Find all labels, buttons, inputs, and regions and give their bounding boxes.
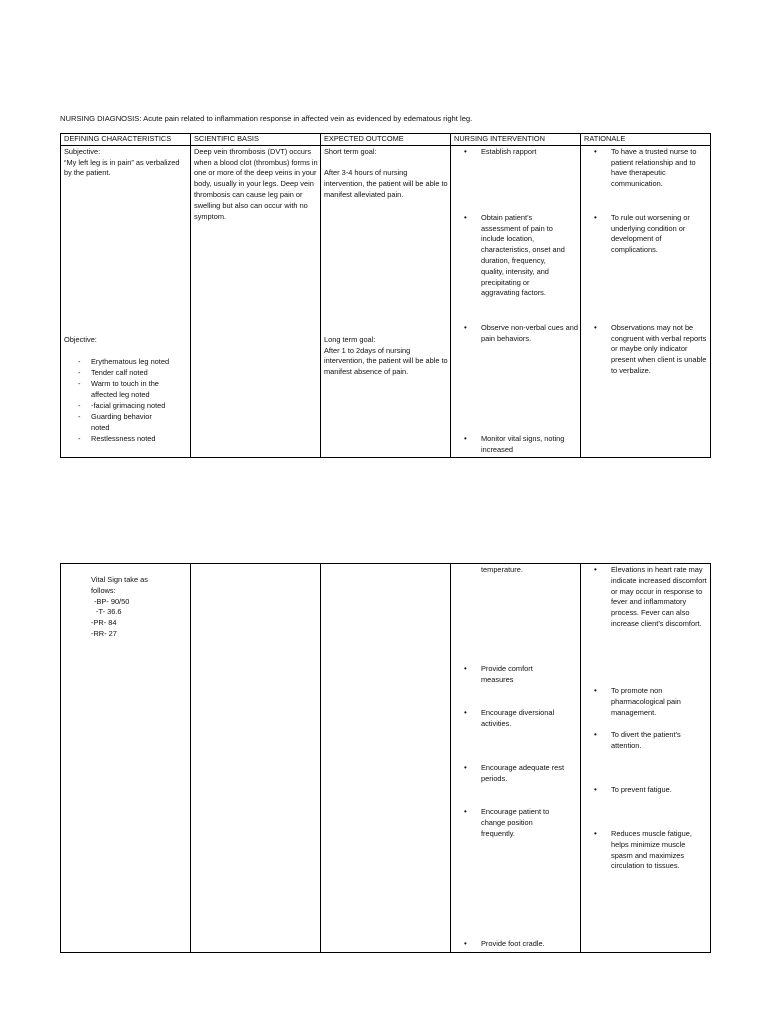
list-item: • Reduces muscle fatigue, helps minimize muscle spasm and maximizes circulation to tissues. (581, 829, 708, 872)
scientific-basis-cell (191, 145, 321, 457)
header-expected-outcome: EXPECTED OUTCOME (321, 134, 451, 146)
list-item: • Encourage adequate rest periods. (451, 763, 578, 785)
list-item: • Observe non-verbal cues and pain behaviors. (451, 323, 578, 345)
expected-outcome-cell (321, 145, 451, 457)
rationale-cell (581, 564, 711, 953)
list-item: - Warm to touch in the affected leg noted (61, 379, 186, 401)
list-item: • To prevent fatigue. (581, 785, 708, 796)
intervention-continued: temperature. (481, 565, 523, 574)
care-plan-table-page-2 (60, 563, 711, 953)
list-item: • Elevations in heart rate may indicate increased discomfort or may occur in response to fever and inflammatory process. Fever can also increase client’s discomfort. (581, 565, 708, 630)
header-scientific-basis: SCIENTIFIC BASIS (191, 134, 321, 146)
header-rationale: RATIONALE (581, 134, 711, 146)
subjective-text: “My left leg is in pain” as verbalized by the patient. (64, 157, 180, 178)
care-plan-table-page-1 (60, 133, 711, 458)
vital-respiratory-rate: -RR- 27 (91, 628, 117, 638)
list-item: • Monitor vital signs, noting increased (451, 434, 578, 456)
list-item: • To divert the patient’s attention. (581, 730, 708, 752)
list-item: - Restlessness noted (61, 434, 186, 445)
list-item: • Encourage diversional activities. (451, 708, 578, 730)
vital-temperature: -T- 36.6 (96, 607, 122, 617)
list-item: • Encourage patient to change position frequently. (451, 807, 578, 839)
table-row (61, 564, 711, 953)
header-defining-characteristics: DEFINING CHARACTERISTICS (61, 134, 191, 146)
vital-signs-title: Vital Sign take as follows: (91, 575, 148, 595)
list-item: • Observations may not be congruent with verbal reports or maybe only indicator present when client is unable to verbalize. (581, 323, 708, 377)
long-term-goal-title: Long term goal: (324, 334, 376, 344)
list-item: • Obtain patient’s assessment of pain to include location, characteristics, onset and duration, frequency, quality, intensity, and precipitating or aggravating factors. (451, 213, 578, 299)
list-item: • To have a trusted nurse to patient relationship and to have therapeutic communication. (581, 147, 708, 190)
expected-outcome-cell (321, 564, 451, 953)
nursing-intervention-cell (451, 564, 581, 953)
rationale-cell (581, 145, 711, 457)
list-item: - Erythematous leg noted (61, 357, 186, 368)
objective-title: Objective: (64, 334, 97, 344)
vital-signs-cell (61, 564, 191, 953)
long-term-goal-text: After 1 to 2days of nursing intervention, the patient will be able to manifest absence of pain. (324, 345, 448, 377)
header-nursing-intervention: NURSING INTERVENTION (451, 134, 581, 146)
list-item: - -facial grimacing noted (61, 401, 186, 412)
list-item: • Provide comfort measures (451, 664, 578, 686)
nursing-diagnosis: NURSING DIAGNOSIS: Acute pain related to inflammation response in affected vein as evidenced by edematous right leg. (60, 114, 473, 123)
defining-characteristics-cell (61, 145, 191, 457)
nursing-intervention-cell (451, 145, 581, 457)
vital-bp: -BP- 90/50 (94, 596, 130, 606)
scientific-basis-text: Deep vein thrombosis (DVT) occurs when a blood clot (thrombus) forms in one or more of the deep veins in your body, usually in your legs. Deep vein thrombosis can cause leg pain or swelling but also can occur with no symptom. (194, 146, 318, 221)
scientific-basis-cell (191, 564, 321, 953)
list-item: - Guarding behavior noted (61, 412, 171, 434)
short-term-goal-title: Short term goal: (324, 146, 377, 156)
list-item: • Provide foot cradle. (451, 939, 578, 950)
vital-pulse-rate: -PR- 84 (91, 618, 117, 628)
list-item: - Tender calf noted (61, 368, 186, 379)
short-term-goal-text: After 3-4 hours of nursing intervention, the patient will be able to manifest alleviated pain. (324, 168, 448, 199)
list-item: • Establish rapport (451, 147, 578, 158)
list-item: • To promote non pharmacological pain management. (581, 686, 708, 718)
header-row (61, 134, 711, 146)
subjective-title: Subjective: (64, 146, 101, 156)
list-item: • To rule out worsening or underlying condition or development of complications. (581, 213, 708, 256)
table-row (61, 145, 711, 457)
